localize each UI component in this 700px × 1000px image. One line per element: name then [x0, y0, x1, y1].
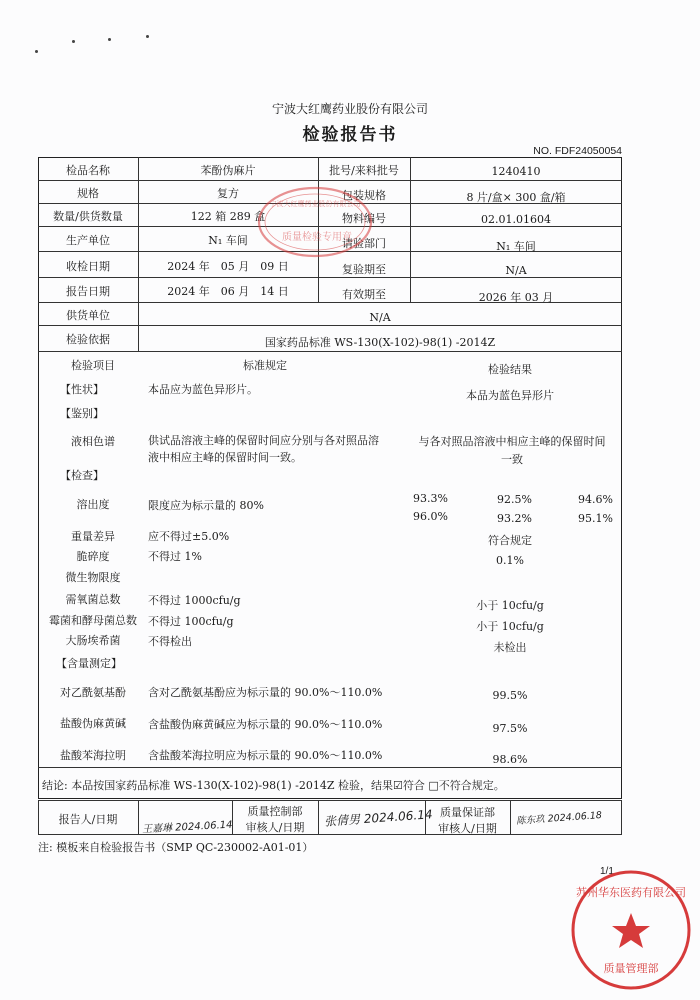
ecoli-name: 大肠埃希菌 [65, 634, 121, 647]
friability-result: 0.1% [496, 554, 524, 567]
section-traits: 【性状】 [60, 383, 104, 396]
assay1-standard: 含对乙酰氨基酚应为标示量的 90.0%～110.0% [148, 686, 383, 699]
value-report-date: 2024 年 06 月 14 日 [167, 285, 289, 298]
dissolution-r3: 94.6% [578, 493, 613, 506]
qa-signature: 陈东玖 2024.06.18 [515, 810, 603, 827]
assay1-name: 对乙酰氨基酚 [60, 686, 126, 699]
value-dept: N₁ 车间 [496, 240, 536, 253]
label-material: 物料编号 [342, 212, 386, 225]
assay2-result: 97.5% [492, 722, 528, 735]
section-assay: 【含量测定】 [56, 657, 122, 670]
value-pack: 8 片/盒× 300 盒/箱 [466, 191, 566, 204]
reporter-signature: 王嘉琳 2024.06.14 [141, 819, 233, 836]
value-unit: N₁ 车间 [208, 234, 248, 247]
qc-label-1: 质量控制部 [247, 805, 303, 818]
dissolution-r2: 92.5% [497, 493, 532, 506]
label-receive: 收检日期 [66, 260, 110, 273]
dissolution-r1: 93.3% [413, 492, 448, 505]
label-unit: 生产单位 [66, 234, 110, 247]
lc-standard-line1: 供试品溶液主峰的保留时间应分别与各对照品溶 [148, 434, 379, 447]
lc-result-line1: 与各对照品溶液中相应主峰的保留时间 [418, 435, 606, 448]
assay1-result: 99.5% [492, 689, 528, 702]
page-number: 1/1 [600, 866, 614, 877]
friability-name: 脆碎度 [76, 550, 110, 563]
label-dept: 请验部门 [342, 237, 386, 250]
assay2-standard: 含盐酸伪麻黄碱应为标示量的 90.0%～110.0% [148, 718, 383, 731]
microbial-name: 微生物限度 [65, 571, 121, 584]
row-divider [38, 351, 622, 352]
assay3-standard: 含盐酸苯海拉明应为标示量的 90.0%～110.0% [148, 749, 383, 762]
dissolution-r6: 95.1% [578, 512, 613, 525]
assay3-result: 98.6% [492, 753, 528, 766]
weight-name: 重量差异 [71, 530, 115, 543]
row-divider [38, 325, 622, 326]
label-valid: 有效期至 [342, 288, 386, 301]
value-recheck: N/A [505, 264, 527, 277]
report-title: 检验报告书 [302, 125, 398, 145]
section-identification: 【鉴别】 [60, 407, 104, 420]
col-standard: 标准规定 [243, 359, 287, 372]
qa-label-2: 审核人/日期 [438, 822, 497, 835]
traits-result: 本品为蓝色异形片 [466, 389, 554, 402]
row-divider [38, 180, 622, 181]
label-basis: 检验依据 [66, 333, 110, 346]
assay2-name: 盐酸伪麻黄碱 [60, 717, 126, 730]
scan-speck [146, 35, 149, 38]
row-divider [38, 277, 622, 278]
ecoli-result: 未检出 [493, 641, 527, 654]
svg-text:宁波大红鹰药业股份有限公司: 宁波大红鹰药业股份有限公司 [269, 200, 361, 208]
label-pack: 包装规格 [342, 189, 386, 202]
label-batch: 批号/来料批号 [329, 164, 399, 177]
report-number: NO. FDF24050054 [533, 145, 622, 157]
conclusion: 结论: 本品按国家药品标准 WS-130(X-102)-98(1) -2014Z 检验，结果☑符合 □不符合规定。 [42, 779, 505, 792]
weight-standard: 应不得过±5.0% [148, 530, 230, 543]
svg-text:苏州华东医药有限公司: 苏州华东医药有限公司 [576, 886, 686, 899]
mold-result: 小于 10cfu/g [476, 620, 544, 633]
section-check: 【检查】 [60, 469, 104, 482]
svg-text:质量管理部: 质量管理部 [603, 962, 659, 975]
quality-inspection-seal [255, 182, 375, 262]
lc-result-line2: 一致 [501, 453, 523, 466]
traits-standard: 本品应为蓝色异形片。 [148, 383, 258, 396]
value-receive: 2024 年 05 月 09 日 [167, 260, 289, 273]
scan-speck [72, 40, 75, 43]
ecoli-standard: 不得检出 [148, 635, 192, 648]
lc-name: 液相色谱 [71, 435, 115, 448]
mold-standard: 不得过 100cfu/g [148, 615, 234, 628]
value-qty: 122 箱 289 盒 [190, 210, 266, 223]
lc-standard-line2: 液中相应主峰的保留时间一致。 [148, 451, 302, 464]
value-product: 苯酚伪麻片 [200, 164, 256, 177]
dissolution-name: 溶出度 [76, 498, 110, 511]
col-item: 检验项目 [71, 359, 115, 372]
dissolution-r4: 96.0% [413, 510, 448, 523]
company-round-seal [565, 868, 697, 993]
footer-note: 注: 模板来自检验报告书（SMP QC-230002-A01-01） [38, 841, 314, 854]
aerobic-result: 小于 10cfu/g [476, 599, 544, 612]
aerobic-standard: 不得过 1000cfu/g [148, 594, 241, 607]
value-material: 02.01.01604 [481, 213, 551, 226]
label-report-date: 报告日期 [66, 285, 110, 298]
value-spec: 复方 [217, 187, 239, 200]
qc-label-2: 审核人/日期 [245, 821, 305, 834]
value-supplier: N/A [369, 311, 391, 324]
row-divider [38, 767, 622, 768]
weight-result: 符合规定 [488, 534, 532, 547]
assay3-name: 盐酸苯海拉明 [60, 749, 126, 762]
dissolution-standard: 限度应为标示量的 80% [148, 499, 264, 512]
qa-label-1: 质量保证部 [440, 806, 495, 819]
label-product: 检品名称 [66, 164, 110, 177]
company-name: 宁波大红鹰药业股份有限公司 [271, 102, 428, 116]
qc-signature: 张倩男 2024.06.14 [323, 807, 433, 829]
value-batch: 1240410 [491, 165, 541, 178]
label-spec: 规格 [77, 187, 99, 200]
label-recheck: 复验期至 [342, 263, 386, 276]
aerobic-name: 需氧菌总数 [65, 593, 121, 606]
label-qty: 数量/供货数量 [53, 210, 123, 223]
label-supplier: 供货单位 [66, 309, 110, 322]
scan-speck [35, 50, 38, 53]
svg-text:质量检验专用章: 质量检验专用章 [282, 232, 352, 243]
col-result: 检验结果 [488, 363, 532, 376]
value-valid: 2026 年 03 月 [478, 291, 554, 304]
mold-name: 霉菌和酵母菌总数 [49, 614, 137, 627]
scan-speck [108, 38, 111, 41]
reporter-label: 报告人/日期 [58, 813, 118, 826]
friability-standard: 不得过 1% [148, 550, 202, 563]
dissolution-r5: 93.2% [497, 512, 532, 525]
value-basis: 国家药品标准 WS-130(X-102)-98(1) -2014Z [264, 336, 496, 349]
col-divider [410, 157, 411, 302]
